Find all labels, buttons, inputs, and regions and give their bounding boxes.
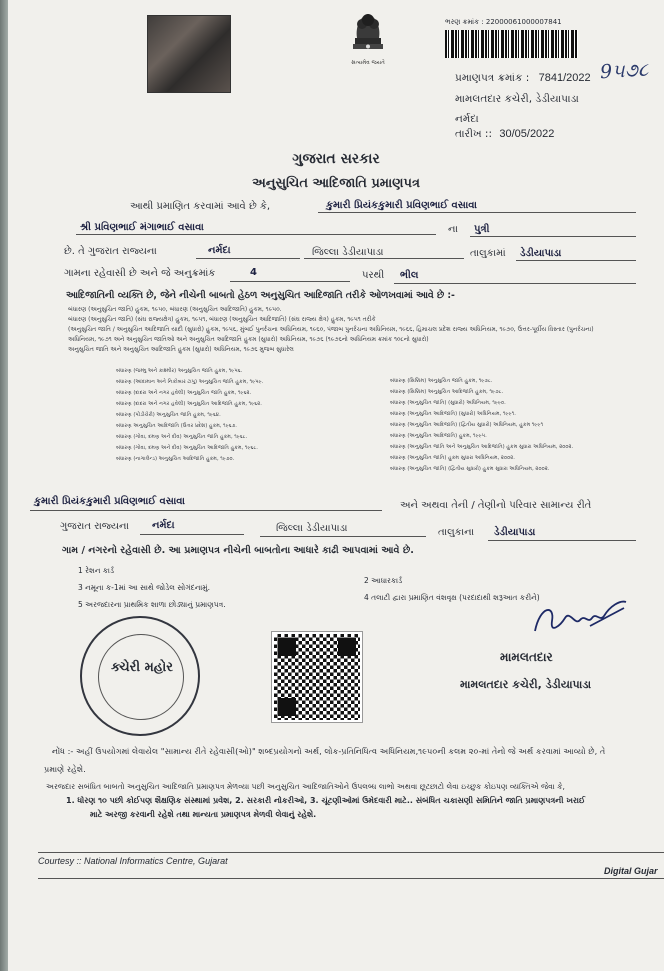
date-row	[455, 128, 554, 141]
certificate-number-label: પ્રમાણપત્ર ક્રમાંક :	[455, 72, 530, 84]
basis-item: 3 નમૂના ક-1માં આ સાથે જોડેલ સોગંદનામું.	[78, 583, 210, 592]
order-right-item: બંધારણ (સિક્કિમ) અનુસુચિત જાતિ હુકમ, ૧૯૭૮.	[390, 378, 493, 384]
serial-value: 4	[250, 267, 257, 278]
signatory-designation: મામલતદાર	[500, 650, 553, 664]
order-right-item: બંધારણ (અનુસુચિત જાતિ અને અનુસુચિત આદિજાતિ) હુકમ સુધારા અધિનિયમ, ૨૦૦૨.	[390, 444, 574, 450]
taluka2-value: ડેડીયાપાડા	[494, 527, 536, 538]
barcode-label: ભરણ ક્રમાંક : 22000061000007841	[445, 18, 562, 26]
orders-left-column	[116, 366, 356, 465]
basis-item: 5 અરજદારના પ્રાથમિક શાળા છોડ્યાનું પ્રમાણપત્ર.	[78, 600, 226, 609]
village-prefix: ગામના રહેવાસી છે અને જે અનુક્રમાંક	[64, 268, 216, 279]
district2-label: જિલ્લા ડેડીયાપાડા	[276, 523, 348, 534]
relation-label: ના	[448, 224, 458, 235]
order-right-item: બંધારણ (અનુસુચિત જાતિ) (સુધારો) અધિનિયમ, ૧૯૯૦.	[390, 400, 506, 406]
note-residence-cont: પ્રમાણે રહેશે.	[44, 764, 86, 774]
note-residence: નોંધ :- અહીં ઉપયોગમાં લેવાયેલ "સામાન્ય રીતે રહેવાસી(ઓ)" શબ્દપ્રયોગનો અર્થ, લોક-પ્રતિનિધિત્વ અધિનિયમ,૧૯૫૦ની કલમ ૨૦-માં તેનો જે અર્થ કરવામાં આવ્યો છે, તે	[52, 746, 606, 756]
order-item: અધિનિયમ, ૧૯૭૧ અને અનુસુચિત જાતિઓ અને અનુસુચિત આદિજાતિ હુકમ (સુધારો) અધિનિયમ, ૧૯૭૬ (૧૯૭૬નો અધિનિયમ ક્રમાંક ૧૦૮નો સુધારો)	[68, 336, 429, 343]
note-benefits: અરજદાર સબંધિત બાબતો અનુસુચિત આદિજાતિ પ્રમાણપત્ર મેળવ્યા પછી અનુસુચિત આદિજાતિઓને ઉપલબ્ધ લાભો અથવા છૂટછાટો લેવા ઇચ્છુક કોઇપણ વ્યક્તિએ જેવા કે,	[46, 782, 565, 791]
order-right-item: બંધારણ (અનુસુચિત આદિજાતિ) (દ્વિતીય સુધારો) અધિનિયમ, હુકમ ૧૯૯૧	[390, 422, 544, 428]
order-left-item: બંધારણ (પોંડીચેરી) અનુસુચિત જાતિ હુકમ, ૧૯૬૪.	[116, 412, 221, 418]
page-edge-shadow	[0, 0, 8, 971]
order-left-item: બંધારણ (જમ્મુ અને કાશ્મીર) અનુસુચિત જાતિ હુકમ, ૧૯૫૬.	[116, 368, 243, 374]
taluka-label: તાલુકામાં	[470, 248, 506, 259]
signatory-office: મામલતદાર કચેરી, ડેડીયાપાડા	[460, 678, 592, 691]
barcode	[445, 30, 578, 58]
certificate-title: અનુસુચિત આદિજાતિ પ્રમાણપત્ર	[252, 176, 420, 191]
order-item: અનુસુચિત જાતિ અને અનુસુચિત આદિજાતિ હુકમ (સુધારો) અધિનિયમ, ૧૯૭૬ મુજબ સુધારેલ	[68, 346, 294, 353]
date-label: તારીખ ::	[455, 128, 493, 140]
issuing-district: નર્મદા	[455, 113, 479, 125]
order-right-item: બંધારણ (અનુસુચિત જાતિ) (દ્વિતીય સુધારો) હુકમ સુધારા અધિનિયમ, ૨૦૦૨.	[390, 466, 550, 472]
tribe-label: પરથી	[362, 270, 385, 281]
national-emblem-icon	[343, 8, 393, 78]
relation-value: પુત્રી	[474, 224, 490, 235]
family-text: અને અથવા તેની / તેણીનો પરિવાર સામાન્ય રીતે	[400, 500, 592, 511]
certificate-number-row	[455, 72, 591, 85]
district-value: નર્મદા	[208, 245, 231, 256]
handwritten-number: 9૫૭૮	[599, 58, 649, 84]
order-item: બંધારણ (અનુસુચિત જાતિ) (સંઘ રાજ્યક્ષેત્ર) હુકમ, ૧૯૫૧, બંધારણ (અનુસુચિત આદિજાતિ) (સંઘ રાજ્ય ક્ષેત્ર) હુકમ, ૧૯૫૧ તરીકે	[68, 316, 376, 323]
government-title: ગુજરાત સરકાર	[292, 151, 380, 167]
order-right-item: બંધારણ (અનુસુચિત આદિજાતિ) (સુધારો) અધિનિયમ, ૧૯૯૧.	[390, 411, 516, 417]
orders-list	[68, 305, 653, 355]
qr-code	[272, 632, 362, 722]
district-label: જિલ્લા ડેડીયાપાડા	[312, 247, 384, 258]
note-verification: 1. ધોરણ ૧૦ પછી કોઈપણ શૈક્ષણિક સંસ્થામાં પ્રવેશ, 2. સરકારી નોકરીઓ, 3. ચૂંટણીઓમાં ઉમેદવારી માટે.. સંબંધિત ચકાસણી સમિતિને જાતિ પ્રમાણપત્રની ખરાઈ	[66, 796, 586, 805]
basis-item: 1 રેશન કાર્ડ	[78, 566, 115, 575]
state2-prefix: ગુજરાત રાજ્યના	[60, 521, 129, 532]
order-left-item: બંધારણ અનુસુચિત આદિજાતિ (ઉત્તર પ્રદેશ) હુકમ, ૧૯૬૭.	[116, 423, 237, 429]
applicant-photo	[147, 15, 231, 93]
certificate-number-value: 7841/2022	[538, 72, 591, 84]
officer-signature	[530, 596, 630, 641]
taluka2-label: તાલુકાના	[438, 527, 475, 538]
orders-right-column	[390, 376, 650, 475]
order-left-item: બંધારણ (ગોવા, દમણ અને દીવ) અનુસુચિત જાતિ હુકમ, ૧૯૬૮.	[116, 434, 248, 440]
order-left-item: બંધારણ (દાદરા અને નગર હવેલી) અનુસુચિત આદિજાતિ હુકમ, ૧૯૬૨.	[116, 401, 262, 407]
order-left-item: બંધારણ (નાગાલેન્ડ) અનુસુચિત આદિજાતિ હુકમ, ૧૯૭૦.	[116, 456, 235, 462]
date-value: 30/05/2022	[499, 128, 555, 140]
basis-item: 4 તલાટી દ્વારા પ્રમાણિત વંશવૃક્ષ (પરદાદાથી શરૂઆત કરીને)	[364, 593, 540, 602]
district2-value: નર્મદા	[152, 520, 175, 531]
emblem-caption: સત્યમેવ જયતે	[351, 60, 385, 66]
order-left-item: બંધારણ (દાદરા અને નગર હવેલી) અનુસુચિત જાતિ હુકમ, ૧૯૬૨.	[116, 390, 252, 396]
tribe-statement: આદિજાતિની વ્યક્તિ છે, જેને નીચેની બાબતો હેઠળ અનુસુચિત આદિજાતિ તરીકે ઓળખવામાં આવે છે :-	[66, 290, 455, 301]
tribe-value: ભીલ	[400, 270, 419, 281]
office-seal	[80, 616, 200, 736]
second-applicant-name: કુમારી પ્રિયંકકુમારી પ્રવિણભાઈ વસાવા	[34, 496, 185, 507]
residence-text: ગામ / નગરનો રહેવાસી છે. આ પ્રમાણપત્ર નીચેની બાબતોના આધારે કાઢી આપવામાં આવે છે.	[62, 545, 414, 556]
basis-item: 2 આધારકાર્ડ	[364, 576, 403, 585]
order-right-item: બંધારણ (સિક્કિમ) અનુસુચિત આદિજાતિ હુકમ, ૧૯૭૮.	[390, 389, 504, 395]
order-item: બંધારણ (અનુસુચિત જાતિ) હુકમ, ૧૯૫૦, બંધારણ (અનુસુચિત આદિજાતિ) હુકમ, ૧૯૫૦.	[68, 306, 282, 313]
note-validity: માટે અરજી કરવાની રહેશે તથા માન્યતા પ્રમાણપત્ર મેળવી લેવાનું રહેશે.	[90, 810, 317, 819]
issuing-office: મામલતદાર કચેરી, ડેડીયાપાડા	[455, 93, 579, 105]
certificate-sheet	[8, 0, 664, 971]
state-prefix: છે. તે ગુજરાત રાજ્યના	[64, 246, 157, 257]
parent-name: શ્રી પ્રવિણભાઈ મંગાભાઈ વસાવા	[80, 222, 204, 233]
order-left-item: બંધારણ (આંદામાન અને નિકોબાર ટાપુ) અનુસુચિત જાતિ હુકમ, ૧૯૫૯.	[116, 379, 264, 385]
taluka-value: ડેડીયાપાડા	[520, 248, 562, 259]
courtesy-text: Courtesy :: National Informatics Centre, Gujarat	[38, 856, 228, 866]
digital-gujarat-text: Digital Gujar	[604, 866, 658, 876]
seal-text: ક્ચેરી મહોર	[111, 660, 173, 675]
order-item: (અનુસુચિત જાતિ / અનુસુચિત આદિજાતિ યાદી (સુધારો) હુકમ, ૧૯૫૬, મુંબઈ પુનર્રચના અધિનિયમ, ૧૯૬૦, પંજાબ પુનર્રચના અધિનિયમ, ૧૯૬૬, હિમાચલ પ્રદેશ રાજ્ય અધિનિયમ, ૧૯૭૦, ઉત્તર-પૂર્વીય વિસ્તાર (પુનર્રચના)	[68, 326, 594, 333]
order-right-item: બંધારણ (અનુસુચિત જાતિ) હુકમ સુધારા અધિનિયમ, ૨૦૦૨.	[390, 455, 515, 461]
order-right-item: બંધારણ (અનુસુચિત આદિજાતિ) હુકમ, ૧૯૯૫.	[390, 433, 487, 439]
basis-list-left	[78, 562, 358, 613]
applicant-name: કુમારી પ્રિયંકકુમારી પ્રવિણભાઈ વસાવા	[326, 200, 477, 211]
certify-prefix: આથી પ્રમાણિત કરવામાં આવે છે કે,	[130, 201, 271, 212]
order-left-item: બંધારણ (ગોવા, દમણ અને દીવ) અનુસુચિત આદિજાતિ હુકમ, ૧૯૬૮.	[116, 445, 258, 451]
